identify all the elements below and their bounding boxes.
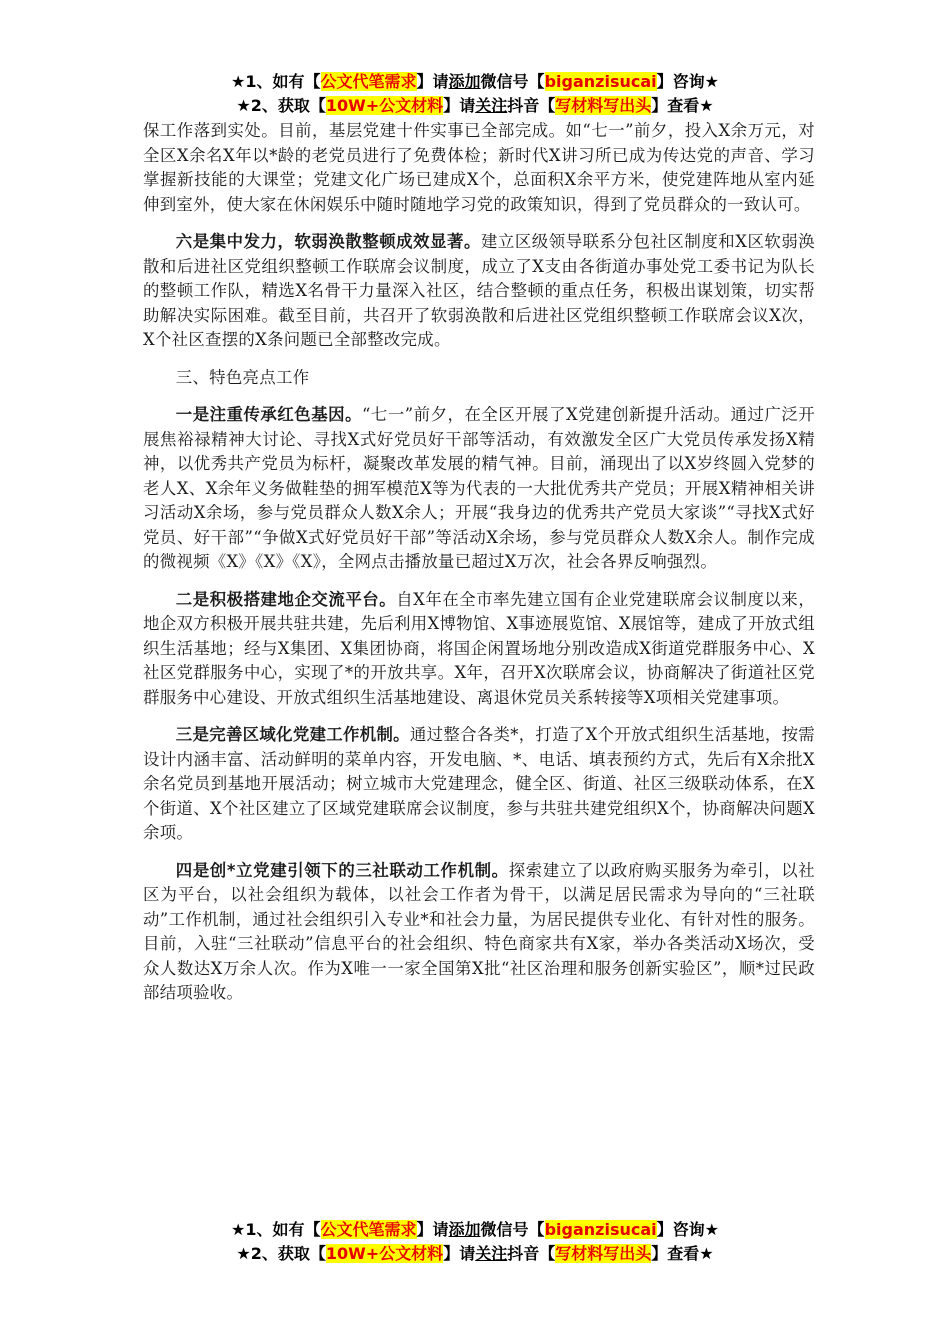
highlight-materials: 10W+公文材料 bbox=[325, 96, 444, 115]
paragraph: 六是集中发力，软弱涣散整顿成效显著。建立区级领导联系分包社区制度和X区软弱涣散和后进社区党组织整顿工作联席会议制度，成立了X支由各街道办事处党工委书记为队长的整顿工作队，精选X名骨干力量深入社区，结合整顿的重点任务，积极出谋划策，切实帮助解决实际困难。截至目前，共召开了软弱涣散和后进社区党组织整顿工作联席会议X次，X个社区查摆的X条问题已全部整改完成。 bbox=[143, 232, 815, 349]
promo-line-2: ★2、获取【10W+公文材料】请关注抖音【写材料写出头】查看★ bbox=[236, 96, 714, 115]
paragraph: 二是积极搭建地企交流平台。自X年在全市率先建立国有企业党建联席会议制度以来，地企双方积极开展共驻共建，先后利用X博物馆、X事迹展览馆、X展馆等，建成了开放式组织生活基地；经与X集团、X集团协商，将国企闲置场地分别改造成X街道党群服务中心、X社区党群服务中心，实现了*的开放共享。X年，召开X次联席会议，协商解决了街道社区党群服务中心建设、开放式组织生活基地建设、离退休党员关系转接等X项相关党建事项。 bbox=[143, 589, 816, 707]
highlight-douyin: 写材料写出头 bbox=[555, 96, 652, 115]
promo-line-1: ★1、如有【公文代笔需求】请添加微信号【biganzisucai】咨询★ bbox=[231, 72, 719, 91]
promo-header bbox=[0, 70, 950, 118]
paragraph: 四是创*立党建引领下的三社联动工作机制。探索建立了以政府购买服务为牵引，以社区为平台，以社会组织为载体，以社会工作者为骨干，以满足居民需求为导向的“三社联动”工作机制，通过社会组织引入专业*和社会力量，为居民提供专业化、有针对性的服务。目前，入驻“三社联动”信息平台的社会组织、特色商家共有X家，举办各类活动X场次，受众人数达X万余人次。作为X唯一一家全国第X批“社区治理和服务创新实验区”，顺*过民政部结项验收。 bbox=[143, 860, 815, 1002]
section-heading: 三、特色亮点工作 bbox=[175, 367, 310, 387]
highlight-wechat-id: biganzisucai bbox=[544, 1220, 657, 1239]
promo-footer bbox=[0, 1218, 950, 1266]
highlight-douyin: 写材料写出头 bbox=[555, 1244, 652, 1263]
promo-line-1: ★1、如有【公文代笔需求】请添加微信号【biganzisucai】咨询★ bbox=[231, 1220, 719, 1239]
paragraph: 一是注重传承红色基因。“七一”前夕，在全区开展了X党建创新提升活动。通过广泛开展焦裕禄精神大讨论、寻找X式好党员好干部等活动，有效激发全区广大党员传承发扬X精神，以优秀共产党员为标杆，凝聚改革发展的精气神。目前，涌现出了以X岁终圆入党梦的老人X、X余年义务做鞋垫的拥军模范X等为代表的一大批优秀共产党员；开展X精神相关讲习活动X余场，参与党员群众人数X余人；开展“我身边的优秀共产党员大家谈”“寻找X式好党员、好干部”“争做X式好党员好干部”等活动X余场，参与党员群众人数X余人。制作完成的微视频《X》《X》《X》，全网点击播放量已超过X万次，社会各界反响强烈。 bbox=[143, 405, 815, 571]
highlight-service: 公文代笔需求 bbox=[320, 1220, 417, 1239]
paragraph: 保工作落到实处。目前，基层党建十件实事已全部完成。如“七一”前夕，投入X余万元，对全区X余名X年以*龄的老党员进行了免费体检；新时代X讲习所已成为传达党的声音、学习掌握新技能的大课堂；党建文化广场已建成X个，总面积X余平方米，使党建阵地从室内延伸到室外，使大家在休闲娱乐中随时随地学习党的政策知识，得到了党员群众的一致认可。 bbox=[143, 121, 815, 214]
document-body bbox=[143, 119, 815, 1019]
promo-line-2: ★2、获取【10W+公文材料】请关注抖音【写材料写出头】查看★ bbox=[236, 1244, 714, 1263]
highlight-wechat-id: biganzisucai bbox=[544, 72, 657, 91]
highlight-service: 公文代笔需求 bbox=[320, 72, 417, 91]
paragraph: 三是完善区域化党建工作机制。通过整合各类*，打造了X个开放式组织生活基地，按需设计内涵丰富、活动鲜明的菜单内容，开发电脑、*、电话、填表预约方式，先后有X余批X余名党员到基地开展活动；树立城市大党建理念，健全区、街道、社区三级联动体系，在X个街道、X个社区建立了区域党建联席会议制度，参与共驻共建党组织X个，协商解决问题X余项。 bbox=[143, 725, 815, 842]
highlight-materials: 10W+公文材料 bbox=[325, 1244, 444, 1263]
